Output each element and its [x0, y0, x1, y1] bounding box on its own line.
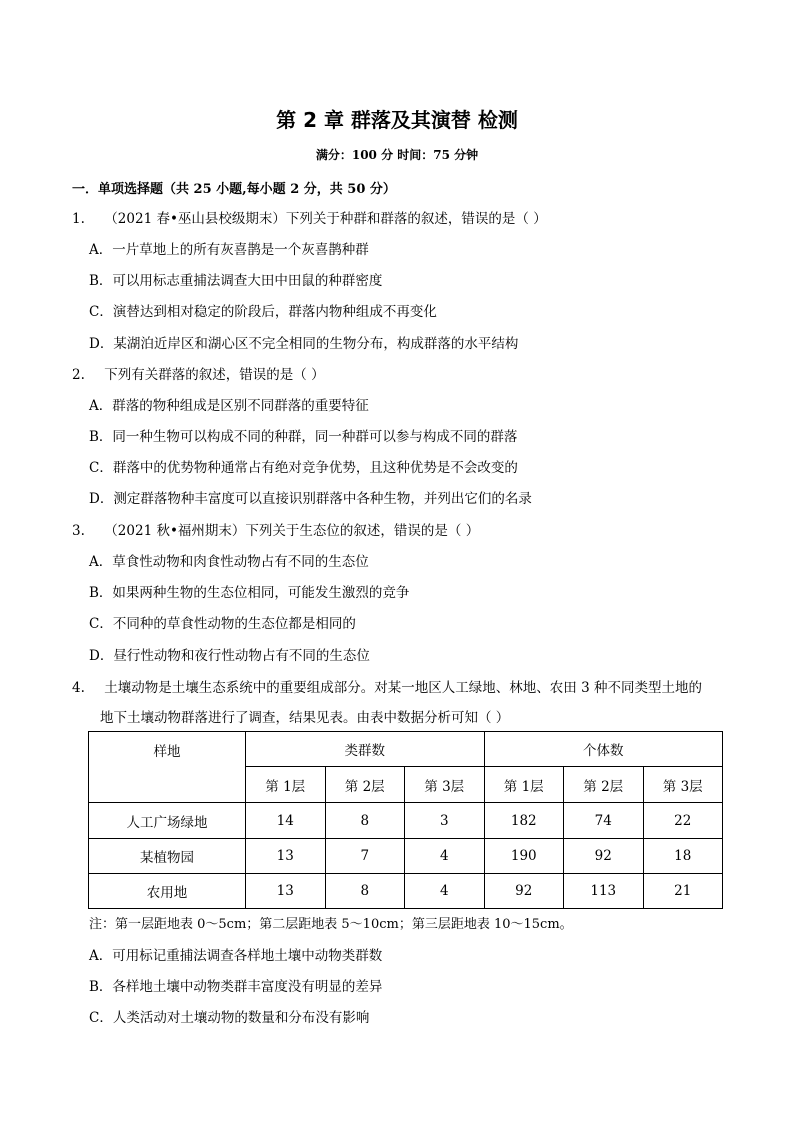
table-cell: 14: [246, 803, 326, 839]
exam-info: 满分：100 分 时间：75 分钟: [315, 148, 479, 162]
table-cell: 182: [484, 803, 564, 839]
row-site: 人工广场绿地: [89, 803, 246, 839]
table-cell: 4: [405, 839, 485, 874]
question-1-option-a[interactable]: A．一片草地上的所有灰喜鹊是一个灰喜鹊种群: [89, 242, 369, 258]
question-1-option-d[interactable]: D．某湖泊近岸区和湖心区不完全相同的生物分布，构成群落的水平结构: [89, 336, 519, 352]
row-site: 某植物园: [89, 839, 246, 874]
question-3-option-b[interactable]: B．如果两种生物的生态位相同，可能发生激烈的竞争: [89, 585, 410, 601]
header-layer: 第 1层: [246, 767, 326, 803]
header-layer: 第 2层: [564, 767, 644, 803]
table-row: [89, 874, 723, 909]
table-cell: 22: [643, 803, 723, 839]
header-individual-count: 个体数: [484, 732, 723, 767]
table-cell: 18: [643, 839, 723, 874]
question-number: 2.: [72, 367, 85, 383]
table-row: [89, 839, 723, 874]
question-3-stem: [72, 519, 479, 539]
table-cell: 4: [405, 874, 485, 909]
table-cell: 13: [246, 874, 326, 909]
question-number: 4.: [72, 680, 85, 696]
header-layer: 第 3层: [643, 767, 723, 803]
table-row: [89, 803, 723, 839]
question-2-option-b[interactable]: B．同一种生物可以构成不同的种群，同一种群可以参与构成不同的群落: [89, 429, 518, 445]
question-4-stem-continued: 地下土壤动物群落进行了调查，结果见表。由表中数据分析可知（ ）: [100, 710, 510, 726]
question-text: （2021 春•巫山县校级期末）下列关于种群和群落的叙述，错误的是（ ）: [104, 211, 547, 227]
question-1-stem: [72, 207, 547, 227]
table-cell: 190: [484, 839, 564, 874]
question-text: 下列有关群落的叙述，错误的是（ ）: [104, 367, 325, 383]
table-cell: 8: [325, 874, 405, 909]
header-layer: 第 2层: [325, 767, 405, 803]
table-cell: 7: [325, 839, 405, 874]
section-heading: 一．单项选择题（共 25 小题,每小题 2 分，共 50 分）: [72, 182, 396, 197]
question-number: 1.: [72, 211, 85, 227]
question-3-option-c[interactable]: C．不同种的草食性动物的生态位都是相同的: [89, 616, 356, 632]
table-cell: 92: [564, 839, 644, 874]
header-species-count: 类群数: [246, 732, 485, 767]
table-cell: 13: [246, 839, 326, 874]
question-3-option-a[interactable]: A．草食性动物和肉食性动物占有不同的生态位: [89, 554, 369, 570]
table-cell: 21: [643, 874, 723, 909]
table-note: 注：第一层距地表 0～5cm；第二层距地表 5～10cm；第三层距地表 10～15cm。: [89, 917, 573, 932]
table-cell: 3: [405, 803, 485, 839]
question-3-option-d[interactable]: D．昼行性动物和夜行性动物占有不同的生态位: [89, 648, 370, 664]
question-4-option-b[interactable]: B．各样地土壤中动物类群丰富度没有明显的差异: [89, 979, 383, 995]
header-layer: 第 3层: [405, 767, 485, 803]
page-title: 第 2 章 群落及其演替 检测: [276, 108, 518, 132]
table-cell: 92: [484, 874, 564, 909]
header-site: 样地: [89, 732, 246, 803]
table-cell: 8: [325, 803, 405, 839]
question-1-option-c[interactable]: C．演替达到相对稳定的阶段后，群落内物种组成不再变化: [89, 304, 437, 320]
question-4-option-a[interactable]: A．可用标记重捕法调查各样地土壤中动物类群数: [89, 948, 383, 964]
question-2-stem: [72, 363, 325, 383]
question-number: 3.: [72, 523, 85, 539]
question-4-option-c[interactable]: C．人类活动对土壤动物的数量和分布没有影响: [89, 1010, 370, 1026]
question-text: 土壤动物是土壤生态系统中的重要组成部分。对某一地区人工绿地、林地、农田 3 种不同类型土地的: [104, 680, 702, 696]
table-cell: 74: [564, 803, 644, 839]
question-2-option-c[interactable]: C．群落中的优势物种通常占有绝对竞争优势，且这种优势是不会改变的: [89, 460, 518, 476]
table-cell: 113: [564, 874, 644, 909]
question-2-option-d[interactable]: D．测定群落物种丰富度可以直接识别群落中各种生物，并列出它们的名录: [89, 491, 532, 507]
soil-animal-table: [88, 731, 723, 909]
question-1-option-b[interactable]: B．可以用标志重捕法调查大田中田鼠的种群密度: [89, 273, 383, 289]
header-layer: 第 1层: [484, 767, 564, 803]
row-site: 农用地: [89, 874, 246, 909]
question-4-stem: [72, 676, 702, 696]
question-text: （2021 秋•福州期末）下列关于生态位的叙述，错误的是（ ）: [104, 523, 480, 539]
question-2-option-a[interactable]: A．群落的物种组成是区别不同群落的重要特征: [89, 398, 369, 414]
